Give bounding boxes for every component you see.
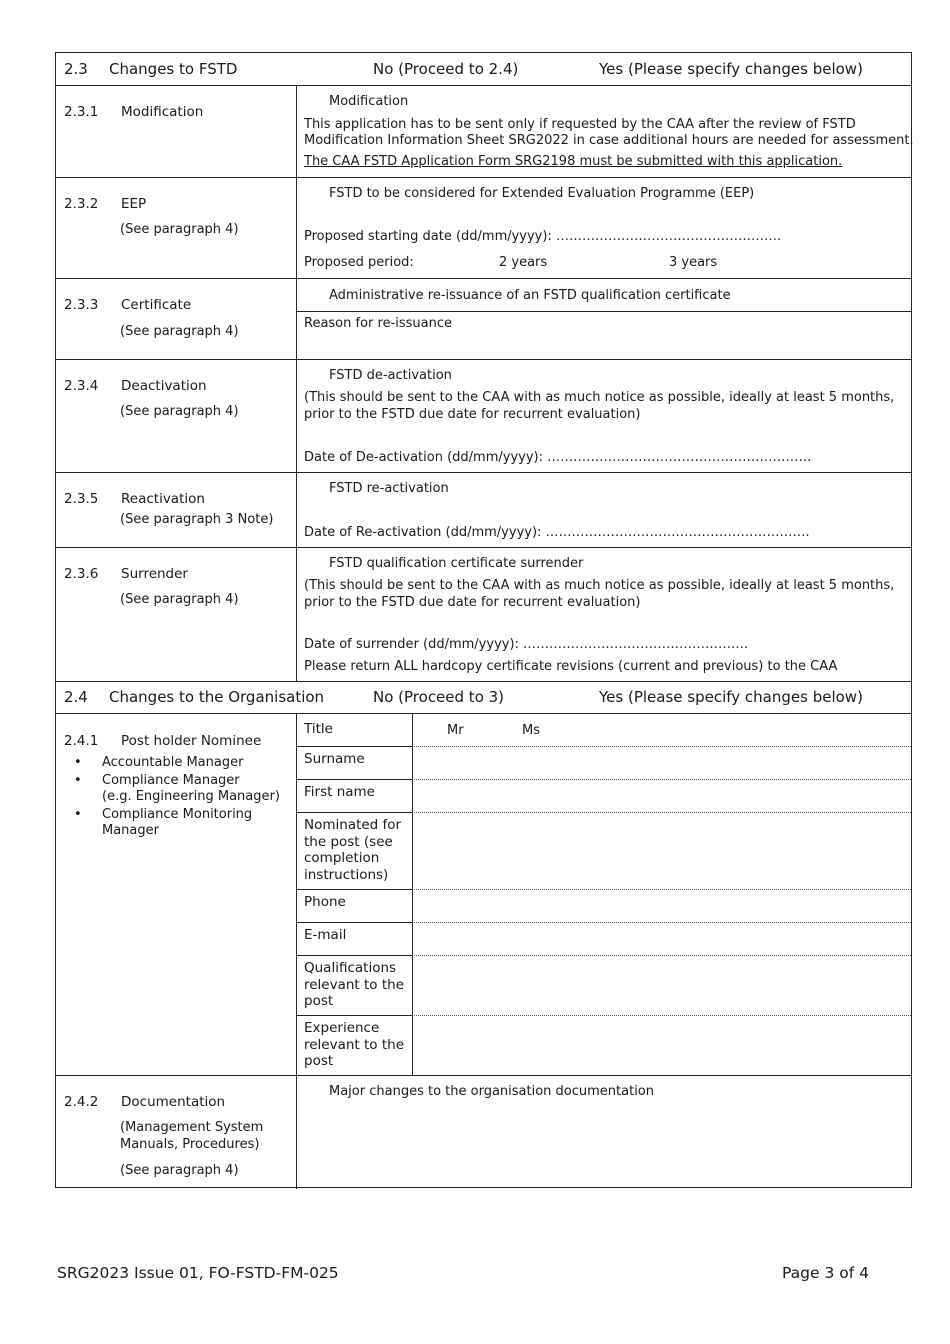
documentation-checkbox-label[interactable]: Major changes to the organisation documentation bbox=[329, 1084, 654, 1099]
list-item: Accountable Manager bbox=[102, 755, 244, 770]
field-label-phone: Phone bbox=[304, 894, 346, 910]
document-reference: SRG2023 Issue 01, FO-FSTD-FM-025 bbox=[57, 1264, 339, 1282]
row-divider bbox=[56, 177, 911, 178]
row-divider bbox=[56, 1075, 911, 1076]
row-divider bbox=[412, 889, 911, 890]
reissue-checkbox-label[interactable]: Administrative re-issuance of an FSTD qualification certificate bbox=[329, 288, 731, 303]
item-title: Certificate bbox=[121, 297, 192, 313]
item-number: 2.3.5 bbox=[64, 491, 99, 507]
column-divider bbox=[296, 85, 297, 681]
title-option-mr[interactable]: Mr bbox=[447, 723, 464, 738]
period-option-2-years[interactable]: 2 years bbox=[499, 255, 548, 270]
start-date-field[interactable]: Proposed starting date (dd/mm/yyyy): ……………………………………………. bbox=[304, 229, 782, 244]
deactivation-date-field[interactable]: Date of De-activation (dd/mm/yyyy): ……………………………………………………. bbox=[304, 450, 812, 465]
row-divider bbox=[56, 472, 911, 473]
row-divider bbox=[296, 746, 412, 747]
body-text: (This should be sent to the CAA with as much notice as possible, ideally at least 5 months, bbox=[304, 390, 895, 405]
page-number: Page 3 of 4 bbox=[782, 1264, 869, 1282]
item-number: 2.3.1 bbox=[64, 104, 99, 120]
column-divider bbox=[296, 713, 297, 1189]
body-text: (This should be sent to the CAA with as much notice as possible, ideally at least 5 months, bbox=[304, 578, 895, 593]
row-divider bbox=[412, 779, 911, 780]
item-title: EEP bbox=[121, 196, 147, 212]
period-label: Proposed period: bbox=[304, 255, 414, 270]
eep-checkbox-label[interactable]: FSTD to be considered for Extended Evaluation Programme (EEP) bbox=[329, 186, 755, 201]
item-title: Modification bbox=[121, 104, 204, 120]
surrender-checkbox-label[interactable]: FSTD qualification certificate surrender bbox=[329, 556, 584, 571]
field-label-experience: Experience relevant to the post bbox=[304, 1020, 405, 1069]
item-number: 2.3.2 bbox=[64, 196, 99, 212]
surrender-date-field[interactable]: Date of surrender (dd/mm/yyyy): ……………………………………………. bbox=[304, 637, 749, 652]
item-number: 2.3.4 bbox=[64, 378, 99, 394]
row-divider bbox=[56, 713, 911, 714]
no-option[interactable]: No (Proceed to 3) bbox=[373, 688, 505, 706]
item-title: Surrender bbox=[121, 566, 188, 582]
row-divider bbox=[412, 1015, 911, 1016]
section-number: 2.3 bbox=[64, 60, 88, 78]
yes-option[interactable]: Yes (Please specify changes below) bbox=[599, 688, 863, 706]
field-label-qualifications: Qualifications relevant to the post bbox=[304, 960, 405, 1009]
row-divider bbox=[56, 85, 911, 86]
period-option-3-years[interactable]: 3 years bbox=[669, 255, 718, 270]
row-divider bbox=[296, 779, 412, 780]
section-title: Changes to FSTD bbox=[109, 60, 238, 78]
field-label-title: Title bbox=[304, 721, 333, 737]
row-divider bbox=[56, 359, 911, 360]
title-option-ms[interactable]: Ms bbox=[522, 723, 540, 738]
bullet-icon: • bbox=[74, 807, 82, 822]
row-divider bbox=[412, 812, 911, 813]
row-divider bbox=[56, 681, 911, 682]
row-divider bbox=[56, 547, 911, 548]
item-title: Reactivation bbox=[121, 491, 205, 507]
row-divider bbox=[412, 922, 911, 923]
field-label-first-name: First name bbox=[304, 784, 375, 800]
list-item: Manager bbox=[102, 823, 159, 838]
list-item: (e.g. Engineering Manager) bbox=[102, 789, 280, 804]
list-item: Compliance Monitoring bbox=[102, 807, 253, 822]
no-option[interactable]: No (Proceed to 2.4) bbox=[373, 60, 519, 78]
documentation-subtitle: (Management System Manuals, Procedures) bbox=[120, 1120, 264, 1152]
section-number: 2.4 bbox=[64, 688, 88, 706]
item-title: Post holder Nominee bbox=[121, 733, 262, 749]
reactivation-checkbox-label[interactable]: FSTD re-activation bbox=[329, 481, 449, 496]
see-paragraph: (See paragraph 4) bbox=[120, 592, 239, 607]
row-divider bbox=[296, 955, 412, 956]
item-number: 2.4.2 bbox=[64, 1094, 99, 1110]
item-number: 2.3.3 bbox=[64, 297, 99, 313]
row-divider bbox=[296, 889, 412, 890]
item-title: Documentation bbox=[121, 1094, 226, 1110]
body-text: This application has to be sent only if requested by the CAA after the review of FSTD bbox=[304, 117, 856, 132]
row-divider bbox=[296, 311, 911, 312]
row-divider bbox=[56, 278, 911, 279]
row-divider bbox=[296, 1015, 412, 1016]
item-number: 2.4.1 bbox=[64, 733, 99, 749]
deactivation-checkbox-label[interactable]: FSTD de-activation bbox=[329, 368, 452, 383]
body-text: Modification Information Sheet SRG2022 in case additional hours are needed for assessment. bbox=[304, 133, 914, 148]
list-item: Compliance Manager bbox=[102, 773, 240, 788]
bullet-icon: • bbox=[74, 773, 82, 788]
section-title: Changes to the Organisation bbox=[109, 688, 325, 706]
reactivation-date-field[interactable]: Date of Re-activation (dd/mm/yyyy): ……………………………………………………. bbox=[304, 525, 810, 540]
see-paragraph: (See paragraph 4) bbox=[120, 404, 239, 419]
row-divider bbox=[412, 746, 911, 747]
item-number: 2.3.6 bbox=[64, 566, 99, 582]
field-label-email: E-mail bbox=[304, 927, 347, 943]
bullet-icon: • bbox=[74, 755, 82, 770]
body-text: The CAA FSTD Application Form SRG2198 must be submitted with this application. bbox=[304, 154, 843, 169]
item-title: Deactivation bbox=[121, 378, 207, 394]
body-text: prior to the FSTD due date for recurrent evaluation) bbox=[304, 595, 641, 610]
row-divider bbox=[412, 955, 911, 956]
see-paragraph: (See paragraph 4) bbox=[120, 222, 239, 237]
yes-option[interactable]: Yes (Please specify changes below) bbox=[599, 60, 863, 78]
reason-field[interactable]: Reason for re-issuance bbox=[304, 316, 453, 331]
row-divider bbox=[296, 922, 412, 923]
see-paragraph: (See paragraph 4) bbox=[120, 1163, 239, 1178]
see-paragraph: (See paragraph 3 Note) bbox=[120, 512, 274, 527]
field-label-surname: Surname bbox=[304, 751, 365, 767]
field-label-nominated: Nominated for the post (see completion instructions) bbox=[304, 817, 402, 883]
body-text: Please return ALL hardcopy certificate revisions (current and previous) to the CAA bbox=[304, 659, 838, 674]
modification-checkbox-label[interactable]: Modification bbox=[329, 94, 409, 109]
row-divider bbox=[296, 812, 412, 813]
see-paragraph: (See paragraph 4) bbox=[120, 324, 239, 339]
column-divider bbox=[412, 713, 413, 1075]
body-text: prior to the FSTD due date for recurrent evaluation) bbox=[304, 407, 641, 422]
